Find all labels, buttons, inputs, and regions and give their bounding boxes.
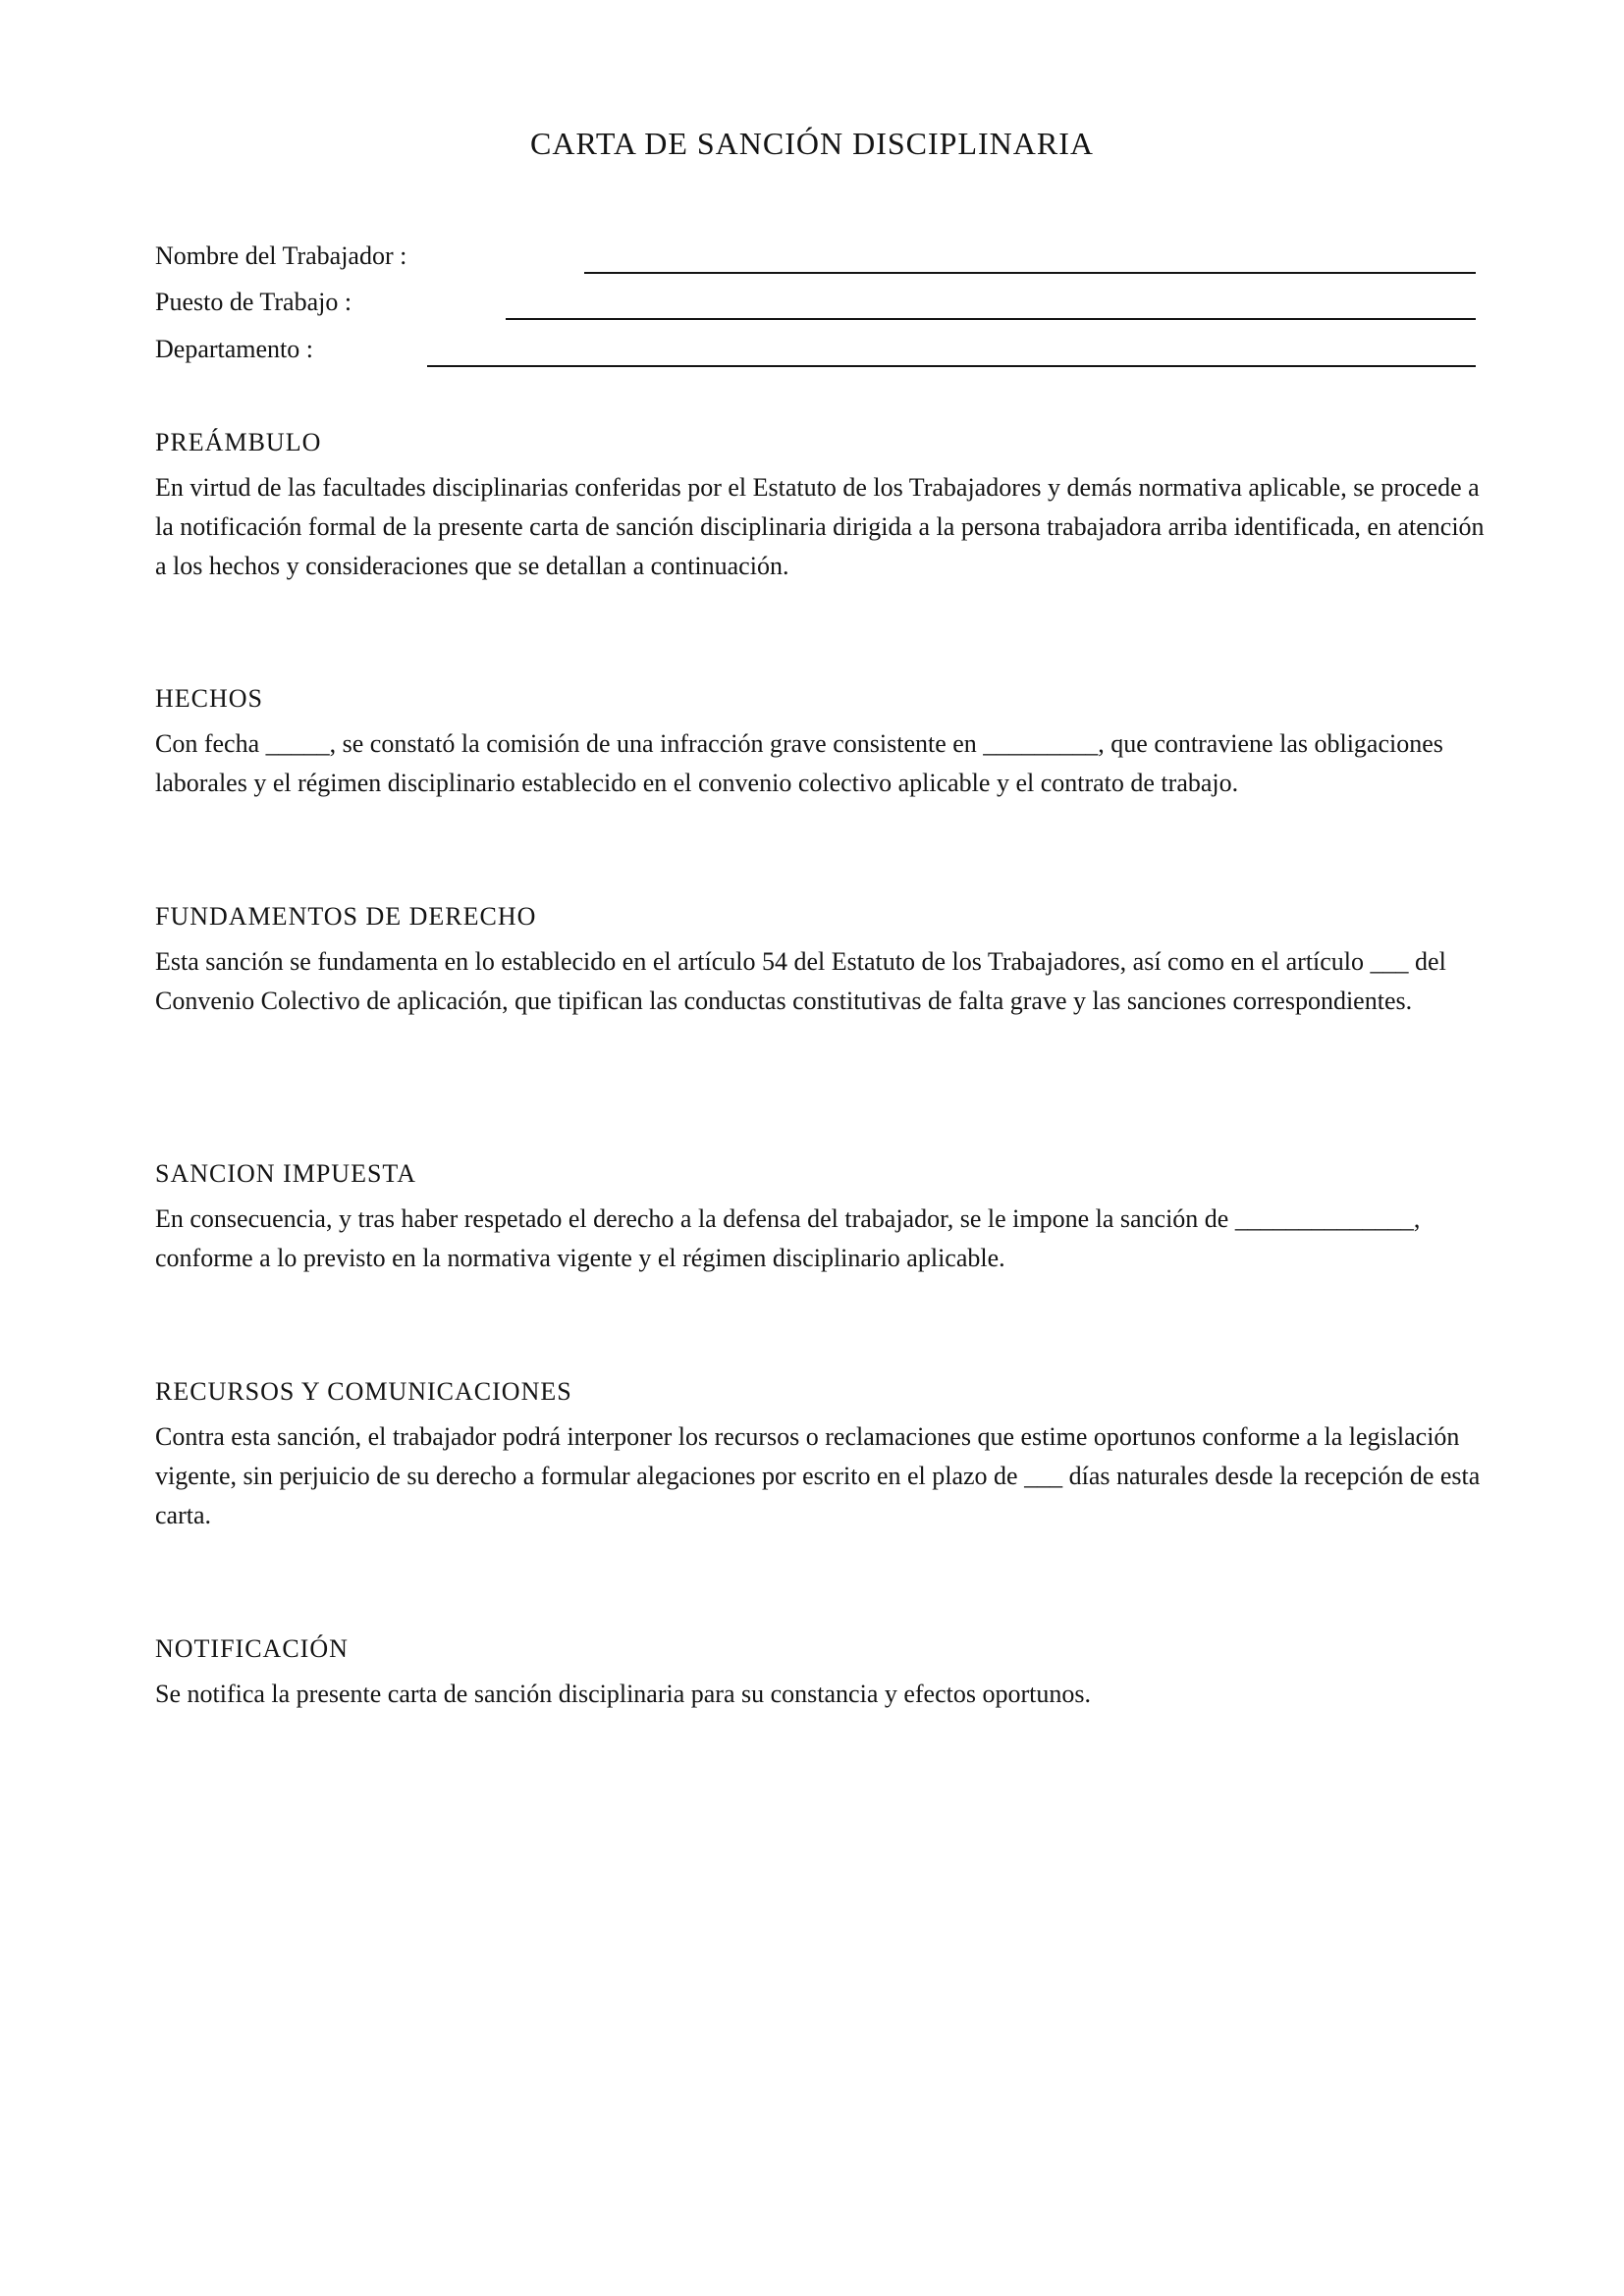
section-body-legal-grounds: Esta sanción se fundamenta en lo establecido en el artículo 54 del Estatuto de los Trabajadores, así como en el artículo ___ del Convenio Colectivo de aplicación, que tipifican las conductas constitutivas de falta grave y las sanciones correspondientes.	[155, 947, 1446, 1015]
section-heading-preamble: PREÁMBULO	[155, 428, 322, 456]
worker-name-blank-line[interactable]	[584, 272, 1476, 274]
section-body-facts: Con fecha _____, se constató la comisión de una infracción grave consistente en _________, que contraviene las obligaciones laborales y el régimen disciplinario establecido en el convenio colectivo aplicable y el contrato de trabajo.	[155, 729, 1443, 797]
section-legal-grounds	[155, 897, 1490, 1021]
section-body-sanction: En consecuencia, y tras haber respetado el derecho a la defensa del trabajador, se le impone la sanción de ______________, conforme a lo previsto en la normativa vigente y el régimen disciplinario aplicable.	[155, 1204, 1421, 1272]
section-facts	[155, 679, 1490, 803]
section-notification	[155, 1629, 1490, 1714]
department-blank-line[interactable]	[427, 365, 1476, 367]
section-sanction	[155, 1154, 1490, 1278]
document-title: CARTA DE SANCIÓN DISCIPLINARIA	[530, 126, 1094, 161]
section-heading-appeals: RECURSOS Y COMUNICACIONES	[155, 1377, 572, 1406]
section-body-appeals: Contra esta sanción, el trabajador podrá interponer los recursos o reclamaciones que estime oportunos conforme a la legislación vigente, sin perjuicio de su derecho a formular alegaciones por escrito en el plazo de ___ días naturales desde la recepción de esta carta.	[155, 1422, 1481, 1529]
section-heading-legal-grounds: FUNDAMENTOS DE DERECHO	[155, 902, 537, 931]
section-heading-facts: HECHOS	[155, 684, 264, 713]
section-appeals	[155, 1372, 1490, 1535]
section-body-preamble: En virtud de las facultades disciplinarias conferidas por el Estatuto de los Trabajadores y demás normativa aplicable, se procede a la notificación formal de la presente carta de sanción disciplinaria dirigida a la persona trabajadora arriba identificada, en atención a los hechos y consideraciones que se detallan a continuación.	[155, 473, 1485, 580]
field-label-worker-name: Nombre del Trabajador :	[155, 241, 407, 270]
section-heading-notification: NOTIFICACIÓN	[155, 1634, 349, 1663]
field-job-position	[155, 283, 1476, 322]
field-department	[155, 330, 1476, 369]
job-position-blank-line[interactable]	[506, 318, 1476, 320]
field-label-job-position: Puesto de Trabajo :	[155, 288, 352, 316]
section-heading-sanction: SANCION IMPUESTA	[155, 1159, 416, 1188]
field-worker-name	[155, 237, 1476, 276]
field-label-department: Departamento :	[155, 335, 313, 363]
section-body-notification: Se notifica la presente carta de sanción disciplinaria para su constancia y efectos oportunos.	[155, 1680, 1091, 1708]
section-preamble	[155, 423, 1490, 586]
